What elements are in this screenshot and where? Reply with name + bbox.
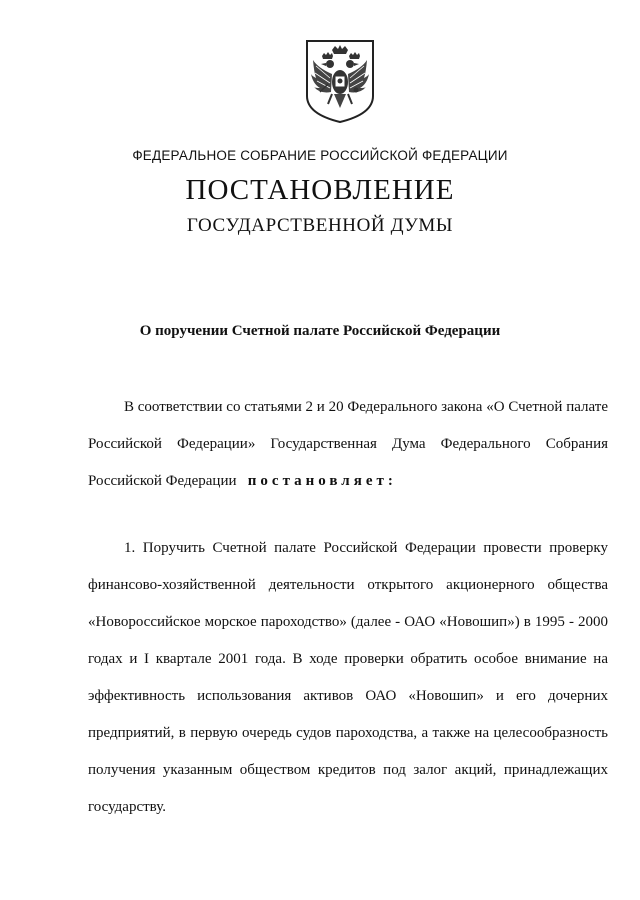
document-type: ПОСТАНОВЛЕНИЕ bbox=[185, 174, 455, 206]
preamble-text: В соответствии со статьями 2 и 20 Федерального закона «О Счетной палате Российской Федерации» Государственная Дума Федерального Собрания Российской Федерации bbox=[88, 399, 608, 489]
document-issuer: ГОСУДАРСТВЕННОЙ ДУМЫ bbox=[186, 215, 454, 236]
item-text: 1. Поручить Счетной палате Российской Федерации провести проверку финансово-хозяйственной деятельности открытого акционерного общества «Новороссийское морское пароходство» (далее - ОАО «Новошип») в 1995 - 2000 годах и I квартале 2001 года. В ходе проверки обратить особое внимание на эффективность использования активов ОАО «Новошип» и его дочерних предприятий, в первую очередь судов пароходства, а также на целесообразность получения указанным обществом кредитов под залог акций, принадлежащих государству. bbox=[88, 540, 608, 815]
organization-name: ФЕДЕРАЛЬНОЕ СОБРАНИЕ РОССИЙСКОЙ ФЕДЕРАЦИИ bbox=[132, 148, 508, 163]
decree-word: постановляет: bbox=[247, 473, 397, 489]
document-title: О поручении Счетной палате Российской Федерации bbox=[139, 323, 501, 339]
russian-coat-of-arms-icon bbox=[304, 38, 376, 124]
list-item bbox=[88, 530, 608, 826]
preamble-paragraph bbox=[88, 389, 608, 500]
